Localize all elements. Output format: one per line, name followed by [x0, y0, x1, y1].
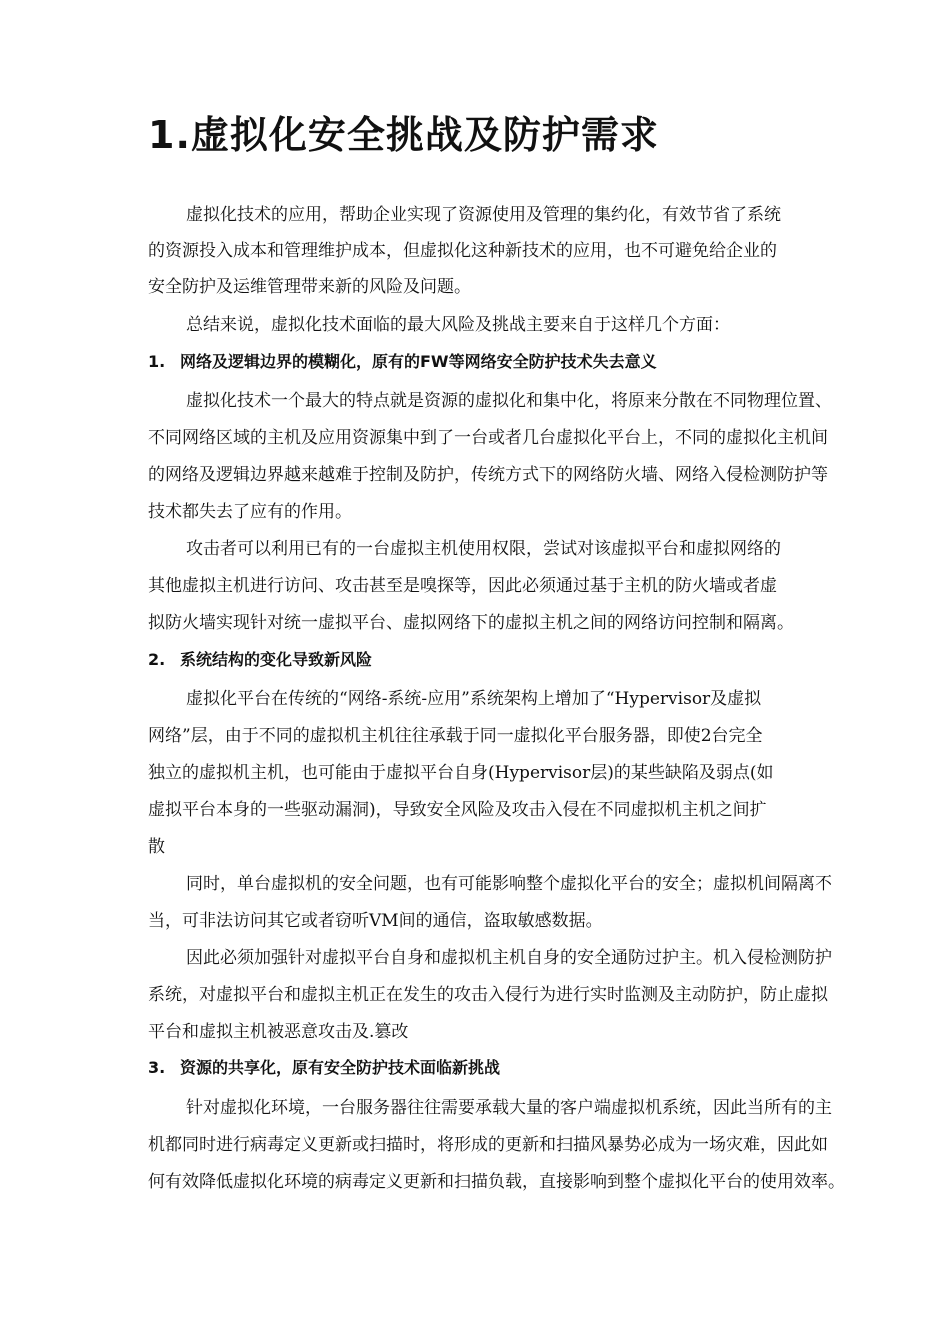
s1-p1-line-1: 虚拟化技术一个最大的特点就是资源的虚拟化和集中化，将原来分散在不同物理位置、	[186, 391, 832, 411]
s2-p3-line-3: 平台和虚拟主机被恶意攻击及.篡改	[148, 1022, 409, 1042]
document-title: 1.虚拟化安全挑战及防护需求	[148, 113, 659, 157]
section-2-number: 2.	[148, 650, 166, 669]
intro-p1-line-1: 虚拟化技术的应用，帮助企业实现了资源使用及管理的集约化，有效节省了系统	[186, 205, 781, 225]
section-1-heading	[148, 350, 657, 374]
section-1-heading-text: 网络及逻辑边界的模糊化，原有的FW等网络安全防护技术失去意义	[180, 352, 657, 371]
s3-p1-line-2: 机都同时进行病毒定义更新或扫描时，将形成的更新和扫描风暴势必成为一场灾难，因此如	[148, 1135, 828, 1155]
s2-p1-line-3: 独立的虚拟机主机，也可能由于虚拟平台自身(Hypervisor层)的某些缺陷及弱点(如	[148, 763, 774, 783]
s1-p1-line-4: 技术都失去了应有的作用。	[148, 502, 352, 522]
s3-p1-line-1: 针对虚拟化环境，一台服务器往往需要承载大量的客户端虚拟机系统，因此当所有的主	[186, 1098, 832, 1118]
s2-p1-line-4: 虚拟平台本身的一些驱动漏洞)，导致安全风险及攻击入侵在不同虚拟机主机之间扩	[148, 800, 767, 820]
s1-p2-line-3: 拟防火墙实现针对统一虚拟平台、虚拟网络下的虚拟主机之间的网络访问控制和隔离。	[148, 613, 794, 633]
section-3-heading	[148, 1056, 500, 1080]
section-3-heading-text: 资源的共享化，原有安全防护技术面临新挑战	[180, 1058, 501, 1077]
s2-p3-line-2: 系统，对虚拟平台和虚拟主机正在发生的攻击入侵行为进行实时监测及主动防护，防止虚拟	[148, 985, 828, 1005]
s2-p2-line-1: 同时，单台虚拟机的安全问题，也有可能影响整个虚拟化平台的安全；虚拟机间隔离不	[186, 874, 832, 894]
s1-p1-line-3: 的网络及逻辑边界越来越难于控制及防护，传统方式下的网络防火墙、网络入侵检测防护等	[148, 465, 828, 485]
intro-p1-line-3: 安全防护及运维管理带来新的风险及问题。	[148, 277, 471, 297]
s2-p1-line-5: 散	[148, 837, 165, 857]
s1-p1-line-2: 不同网络区域的主机及应用资源集中到了一台或者几台虚拟化平台上，不同的虚拟化主机间	[148, 428, 828, 448]
section-3-number: 3.	[148, 1058, 166, 1077]
s2-p1-line-2: 网络”层，由于不同的虚拟机主机往往承载于同一虚拟化平台服务器，即使2台完全	[148, 726, 763, 746]
section-1-number: 1.	[148, 352, 166, 371]
intro-p2: 总结来说，虚拟化技术面临的最大风险及挑战主要来自于这样几个方面：	[186, 315, 730, 335]
s2-p1-line-1: 虚拟化平台在传统的“网络-系统-应用”系统架构上增加了“Hypervisor及虚拟	[186, 689, 762, 709]
intro-p1-line-2: 的资源投入成本和管理维护成本，但虚拟化这种新技术的应用，也不可避免给企业的	[148, 241, 777, 261]
s2-p3-line-1: 因此必须加强针对虚拟平台自身和虚拟机主机自身的安全通防过护主。机入侵检测防护	[186, 948, 832, 968]
s1-p2-line-1: 攻击者可以利用已有的一台虚拟主机使用权限，尝试对该虚拟平台和虚拟网络的	[186, 539, 781, 559]
s1-p2-line-2: 其他虚拟主机进行访问、攻击甚至是嗅探等，因此必须通过基于主机的防火墙或者虚	[148, 576, 777, 596]
section-2-heading-text: 系统结构的变化导致新风险	[180, 650, 373, 669]
section-2-heading	[148, 648, 372, 672]
s3-p1-line-3: 何有效降低虚拟化环境的病毒定义更新和扫描负载，直接影响到整个虚拟化平台的使用效率。	[148, 1172, 845, 1192]
s2-p2-line-2: 当，可非法访问其它或者窃听VM间的通信，盗取敏感数据。	[148, 911, 603, 931]
